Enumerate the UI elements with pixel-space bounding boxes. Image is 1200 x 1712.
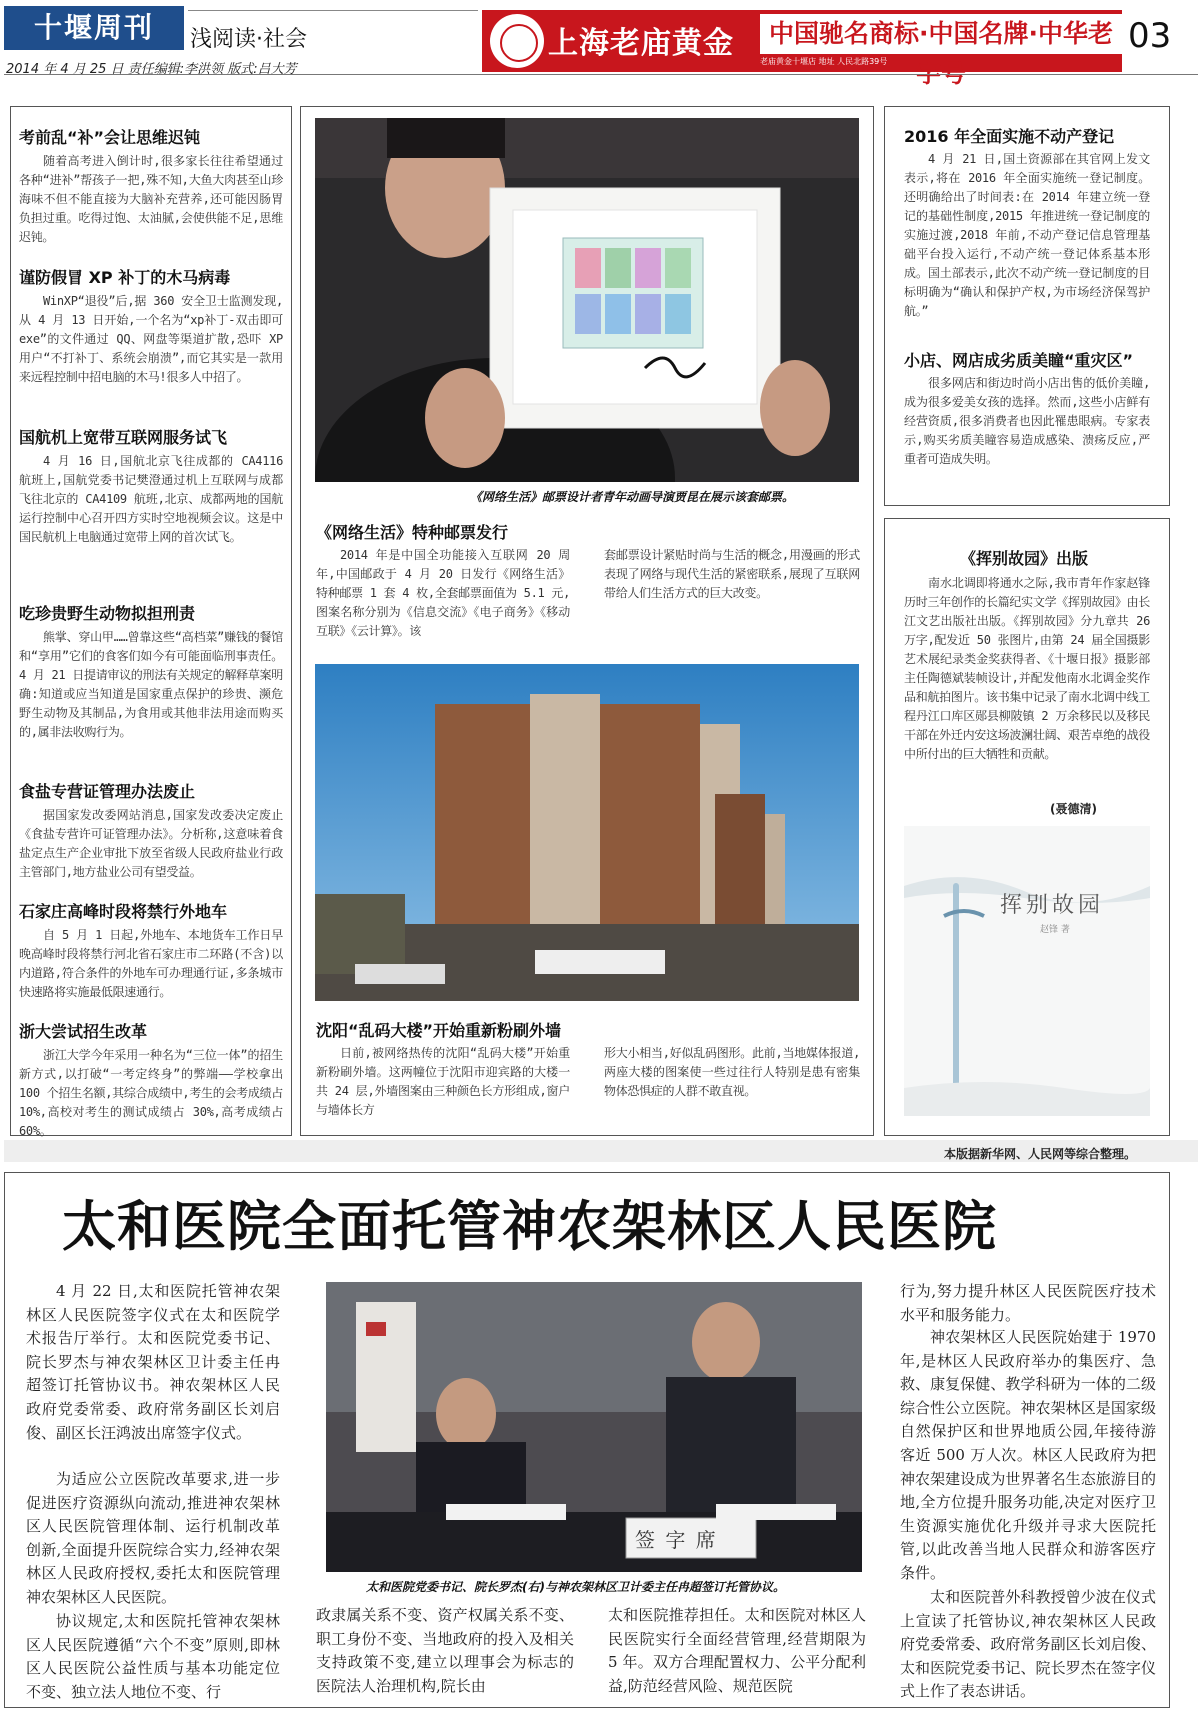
news-item: [19, 779, 283, 882]
building-article-title: 沈阳“乱码大楼”开始重新粉刷外墙: [316, 1021, 562, 1040]
signing-photo: [326, 1282, 862, 1572]
feature-paragraph: 太和医院推荐担任。太和医院对林区人民医院实行全面经营管理,经营期限为 5 年。双方合理配置权力、公平分配利益,防范经营风险、规范医院: [608, 1606, 866, 1695]
building-photo: [315, 664, 859, 1001]
book-cover-title: 挥别故园: [1000, 893, 1105, 918]
news-body: 据国家发改委网站消息,国家发改委决定废止《食盐专营许可证管理办法》。分析称,这意味着食盐定点生产企业审批下放至省级人民政府盐业行政主管部门,地方盐业公司有望受益。: [19, 808, 283, 879]
stamp-designer-photo: [315, 118, 859, 482]
news-item: [19, 601, 283, 742]
news-title: 考前乱“补”会让思维迟钝: [19, 128, 201, 147]
news-body: WinXP“退役”后,据 360 安全卫士监测发现,从 4 月 13 日开始,一个名为“xp补丁-双击即可 exe”的文件通过 QQ、网盘等渠道扩散,恐吓 XP 用户“不打补丁、系统会崩溃”,而它其实是一款用来远程控制中招电脑的木马!很多人中招了。: [19, 294, 283, 384]
feature-paragraph: 4 月 22 日,太和医院托管神农架林区人民医院签字仪式在太和医院学术报告厅举行。太和医院党委书记、院长罗杰与神农架林区卫计委主任冉超签订托管协议书。神农架林区人民政府党委常委、政府常务副区长刘启俊、副区长汪鸿波出席签字仪式。: [26, 1282, 280, 1442]
ad-logo-icon: [500, 24, 538, 62]
ad-brand: 上海老庙黄金: [548, 26, 734, 61]
feature-paragraph: 为适应公立医院改革要求,进一步促进医疗资源纵向流动,推进神农架林区人民医院管理体制、运行机制改革创新,全面提升医院综合实力,经神农架林区人民政府授权,委托太和医院管理神农架林区人民医院。: [26, 1470, 280, 1606]
book-author-credit: (聂德清): [1050, 802, 1097, 816]
feature-paragraph: 神农架林区人民医院始建于 1970 年,是林区人民政府举办的集医疗、急救、康复保健、教学科研为一体的二级综合性公立医院。神农架林区是国家级自然保护区和世界地质公园,年接待游客近 500 万人次。林区人民政府为把神农架建设成为世界著名生态旅游目的地,全方位提升服务功能,决定对医疗卫生资源实施优化升级并寻求大医院托管,以此改善当地人民群众和游客医疗条件。: [900, 1328, 1156, 1582]
photo-caption: 太和医院党委书记、院长罗杰(右)与神农架林区卫计委主任冉超签订托管协议。: [366, 1580, 785, 1594]
book-cover: [904, 826, 1150, 1116]
news-title: 国航机上宽带互联网服务试飞: [19, 428, 228, 447]
news-item: [19, 125, 283, 247]
stamp-article-title: 《网络生活》特种邮票发行: [316, 523, 509, 542]
paper-name: 十堰周刊: [4, 6, 184, 50]
news-body: 自 5 月 1 日起,外地车、本地货车工作日早晚高峰时段将禁行河北省石家庄市二环路(不含)以内道路,符合条件的外地车可办理通行证,多条城市快速路将实施最低限速通行。: [19, 928, 283, 999]
date-line: 2014 年 4 月 25 日 责任编辑:李洪领 版式:吕大芳: [6, 62, 297, 77]
news-title: 浙大尝试招生改革: [19, 1022, 148, 1041]
left-news-column: [10, 106, 292, 1136]
news-title: 谨防假冒 XP 补丁的木马病毒: [19, 268, 231, 287]
feature-headline: 太和医院全面托管神农架林区人民医院: [62, 1194, 997, 1258]
page-number: 03: [1128, 16, 1172, 56]
stamp-article-body-cont: 套邮票设计紧贴时尚与生活的概念,用漫画的形式表现了网络与现代生活的紧密联系,展现了互联网带给人们生活方式的巨大改变。: [604, 548, 860, 600]
stamp-article-body: 2014 年是中国全功能接入互联网 20 周年,中国邮政于 4 月 20 日发行《网络生活》特种邮票 1 套 4 枚,全套邮票面值为 5.1 元,图案名称分别为《信息交流》《电子商务》《移动互联》《云计算》。该: [316, 548, 570, 638]
news-item: [19, 425, 283, 547]
book-cover-author: 赵锋 著: [1040, 925, 1070, 935]
building-article-body-cont: 形大小相当,好似乱码图形。此前,当地媒体报道,两座大楼的图案使一些过往行人特别是患有密集物体恐惧症的人群不敢直视。: [604, 1046, 860, 1098]
source-note: 本版据新华网、人民网等综合整理。: [944, 1147, 1137, 1161]
sign-plate: 签 字 席: [635, 1528, 718, 1552]
news-body: 很多网店和街边时尚小店出售的低价美瞳,成为很多爱美女孩的选择。然而,这些小店鲜有经营资质,很多消费者也因此罹患眼病。专家表示,购买劣质美瞳容易造成感染、溃疡反应,严重者可造成失明。: [904, 376, 1150, 466]
news-item: [19, 1019, 283, 1141]
book-body: 南水北调即将通水之际,我市青年作家赵锋历时三年创作的长篇纪实文学《挥别故园》由长江文艺出版社出版。《挥别故园》分九章共 26 万字,配发近 50 张图片,由第 24 届全国摄影艺术展纪录类金奖获得者、《十堰日报》摄影部主任陶德斌装帧设计,并配发他南水北调金奖作品和航拍图片。该书集中记录了南水北调中线工程丹江口库区郧县柳陂镇 2 万余移民以及移民干部在外迁内安这场波澜壮阔、艰苦卓绝的战役中所付出的巨大牺牲和贡献。: [904, 576, 1150, 761]
news-body: 4 月 21 日,国土资源部在其官网上发文表示,将在 2016 年全面实施统一登记制度。还明确给出了时间表:在 2014 年建立统一登记的基础性制度,2015 年推进统一登记制度的实施过渡,2018 年前,不动产登记信息管理基础平台投入运行,不动产统一登记体系基本形成。国土部表示,此次不动产统一登记制度的目标明确为“确认和保护产权,为市场经济保驾护航。”: [904, 152, 1150, 318]
news-item: [19, 899, 283, 1002]
news-body: 随着高考进入倒计时,很多家长往往希望通过各种“进补”帮孩子一把,殊不知,大鱼大肉甚至山珍海味不但不能直接为大脑补充营养,还可能因肠胃负担过重。吃得过饱、太油腻,会使供能不足,思维迟钝。: [19, 154, 283, 244]
feature-paragraph: 政隶属关系不变、资产权属关系不变、职工身份不变、当地政府的投入及相关支持政策不变,建立以理事会为标志的医院法人治理机构,院长由: [316, 1606, 574, 1695]
book-title: 《挥别故园》出版: [960, 549, 1089, 568]
header-divider: [4, 74, 1198, 75]
building-article-body: 日前,被网络热传的沈阳“乱码大楼”开始重新粉刷外墙。这两幢位于沈阳市迎宾路的大楼一共 24 层,外墙图案由三种颜色长方形组成,窗户与墙体长方: [316, 1046, 570, 1117]
section-name: 浅阅读·社会: [190, 27, 307, 52]
news-body: 浙江大学今年采用一种名为“三位一体”的招生新方式,以打破“一考定终身”的弊端——学校拿出 100 个招生名额,其综合成绩中,考生的会考成绩占 10%,高校对考生的测试成绩占 30%,高考成绩占 60%。: [19, 1048, 283, 1138]
feature-paragraph: 太和医院普外科教授曾少波在仪式上宣读了托管协议,神农架林区人民政府党委常委、政府常务副区长刘启俊、太和医院党委书记、院长罗杰在签字仪式上作了表态讲话。: [900, 1588, 1156, 1701]
ad-slogan: 中国驰名商标·中国名牌·中华老字号: [760, 14, 1122, 54]
photo-caption: 《网络生活》邮票设计者青年动画导演贾昆在展示该套邮票。: [470, 490, 795, 504]
feature-paragraph: 协议规定,太和医院托管神农架林区人民医院遵循“六个不变”原则,即林区人民医院公益性质与基本功能定位不变、独立法人地位不变、行: [26, 1612, 280, 1701]
masthead-rule: [188, 10, 478, 11]
ad-address: 老庙黄金十堰店 地址 人民北路39号: [760, 57, 888, 66]
news-title: 吃珍贵野生动物拟担刑责: [19, 604, 196, 623]
news-body: 熊掌、穿山甲……曾靠这些“高档菜”赚钱的餐馆和“享用”它们的食客们如今有可能面临刑事责任。4 月 21 日提请审议的刑法有关规定的解释草案明确:知道或应当知道是国家重点保护的珍贵、濒危野生动物及其制品,为食用或其他非法用途而购买的,属非法收购行为。: [19, 630, 283, 739]
news-title: 食盐专营证管理办法废止: [19, 782, 196, 801]
news-body: 4 月 16 日,国航北京飞往成都的 CA4116 航班上,国航党委书记樊澄通过机上互联网与成都飞往北京的 CA4109 航班,北京、成都两地的国航运行控制中心召开四方实时空地视频会议。这是中国民航机上电脑通过宽带上网的首次试飞。: [19, 454, 283, 544]
news-title: 2016 年全面实施不动产登记: [904, 127, 1115, 146]
news-item: [19, 265, 283, 387]
news-title: 石家庄高峰时段将禁行外地车: [19, 902, 228, 921]
feature-paragraph: 行为,努力提升林区人民医院医疗技术水平和服务能力。: [900, 1282, 1156, 1324]
news-title: 小店、网店成劣质美瞳“重灾区”: [904, 351, 1134, 370]
